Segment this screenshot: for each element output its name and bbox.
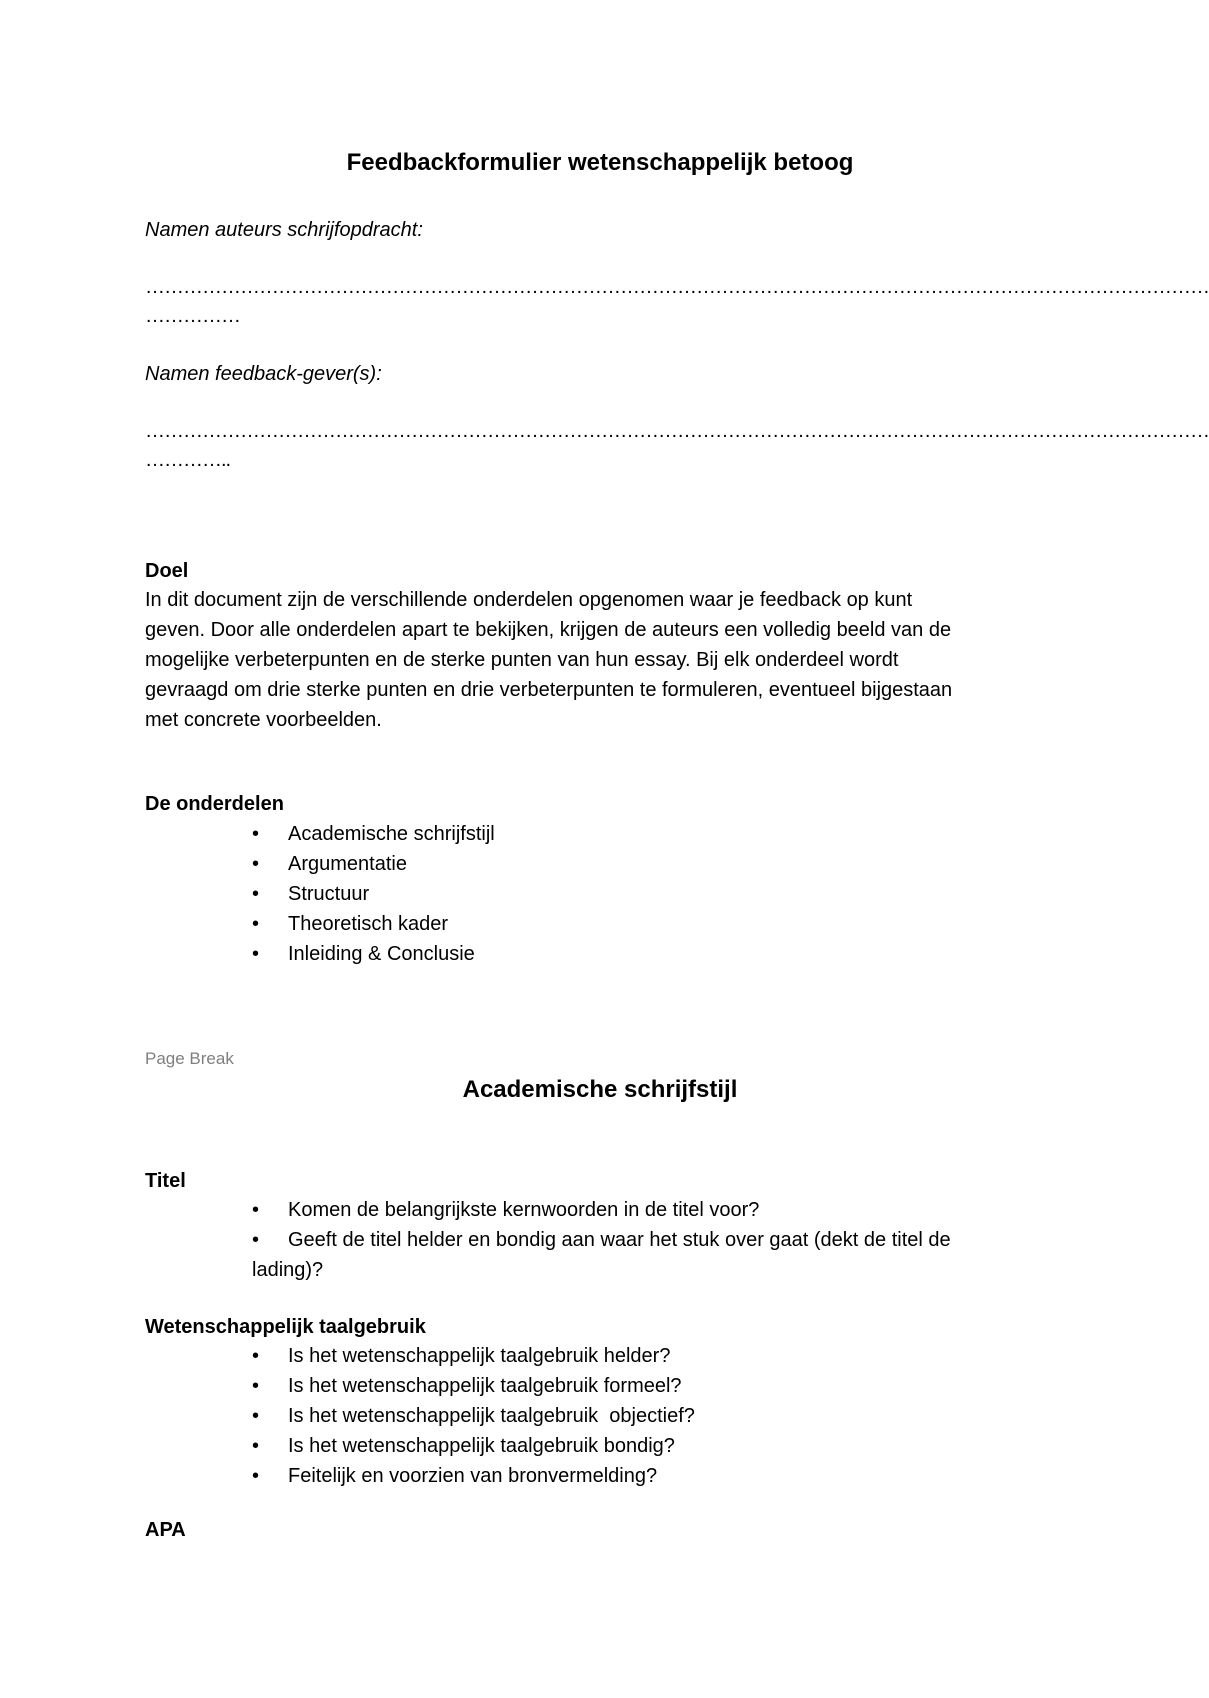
onderdelen-heading: De onderdelen xyxy=(145,793,284,815)
bullet-icon: • xyxy=(252,913,260,935)
onderdelen-list xyxy=(252,819,1052,969)
authors-label: Namen auteurs schrijfopdracht: xyxy=(145,219,423,241)
doel-paragraph xyxy=(145,585,952,735)
doel-line: mogelijke verbeterpunten en de sterke punten van hun essay. Bij elk onderdeel wordt xyxy=(145,649,899,671)
list-item xyxy=(252,939,1052,969)
list-item xyxy=(252,1461,1052,1491)
list-item xyxy=(252,879,1052,909)
bullet-icon: • xyxy=(252,1405,260,1427)
doel-line: met concrete voorbeelden. xyxy=(145,709,382,731)
bullet-icon: • xyxy=(252,943,260,965)
page-break-label: Page Break xyxy=(145,1049,234,1068)
titel-heading: Titel xyxy=(145,1170,186,1192)
list-item-text: Komen de belangrijkste kernwoorden in de titel voor? xyxy=(288,1199,760,1221)
list-item-continuation xyxy=(252,1255,1062,1285)
doel-line: geven. Door alle onderdelen apart te bekijken, krijgen de auteurs een volledig beeld van de xyxy=(145,619,952,641)
list-item xyxy=(252,849,1052,879)
feedback-dots-line2: ………….. xyxy=(145,449,231,471)
list-item-text: Is het wetenschappelijk taalgebruik helder? xyxy=(288,1345,671,1367)
taalgebruik-list xyxy=(252,1341,1052,1491)
authors-dots-line2: …………… xyxy=(145,305,240,327)
authors-dots-line1: …………………………………………………………………………………………………………………………………………………… xyxy=(145,276,1209,298)
apa-heading: APA xyxy=(145,1519,186,1541)
taalgebruik-heading: Wetenschappelijk taalgebruik xyxy=(145,1316,426,1338)
list-item-text: Feitelijk en voorzien van bronvermelding? xyxy=(288,1465,658,1487)
doel-line: In dit document zijn de verschillende onderdelen opgenomen waar je feedback op kunt xyxy=(145,589,913,611)
list-item-text: Is het wetenschappelijk taalgebruik bondig? xyxy=(288,1435,675,1457)
bullet-icon: • xyxy=(252,1345,260,1367)
section-title: Academische schrijfstijl xyxy=(462,1076,738,1103)
list-item-text: Inleiding & Conclusie xyxy=(288,943,475,965)
bullet-icon: • xyxy=(252,1465,260,1487)
list-item-text: Academische schrijfstijl xyxy=(288,823,495,845)
list-item xyxy=(252,1431,1052,1461)
bullet-icon: • xyxy=(252,1375,260,1397)
list-item xyxy=(252,909,1052,939)
doel-line: gevraagd om drie sterke punten en drie verbeterpunten te formuleren, eventueel bijgestaan xyxy=(145,679,953,701)
document-title: Feedbackformulier wetenschappelijk betoog xyxy=(346,149,854,176)
list-item-text: Structuur xyxy=(288,883,370,905)
bullet-icon: • xyxy=(252,823,260,845)
feedback-label: Namen feedback-gever(s): xyxy=(145,363,382,385)
feedback-dots-line1: …………………………………………………………………………………………………………………………………………………… xyxy=(145,420,1209,442)
list-item-text: Is het wetenschappelijk taalgebruik formeel? xyxy=(288,1375,682,1397)
list-item xyxy=(252,1401,1052,1431)
list-item-text-continued: lading)? xyxy=(252,1259,324,1281)
bullet-icon: • xyxy=(252,1229,260,1251)
doel-heading: Doel xyxy=(145,560,189,582)
list-item-text: Is het wetenschappelijk taalgebruik objectief? xyxy=(288,1405,695,1427)
bullet-icon: • xyxy=(252,1435,260,1457)
list-item xyxy=(252,1195,1062,1225)
list-item-text: Argumentatie xyxy=(288,853,407,875)
bullet-icon: • xyxy=(252,853,260,875)
bullet-icon: • xyxy=(252,1199,260,1221)
list-item xyxy=(252,1225,1062,1255)
bullet-icon: • xyxy=(252,883,260,905)
list-item xyxy=(252,1371,1052,1401)
list-item-text: Geeft de titel helder en bondig aan waar het stuk over gaat (dekt de titel de xyxy=(288,1229,951,1251)
list-item xyxy=(252,1341,1052,1371)
list-item-text: Theoretisch kader xyxy=(288,913,449,935)
titel-list xyxy=(252,1195,1062,1285)
list-item xyxy=(252,819,1052,849)
